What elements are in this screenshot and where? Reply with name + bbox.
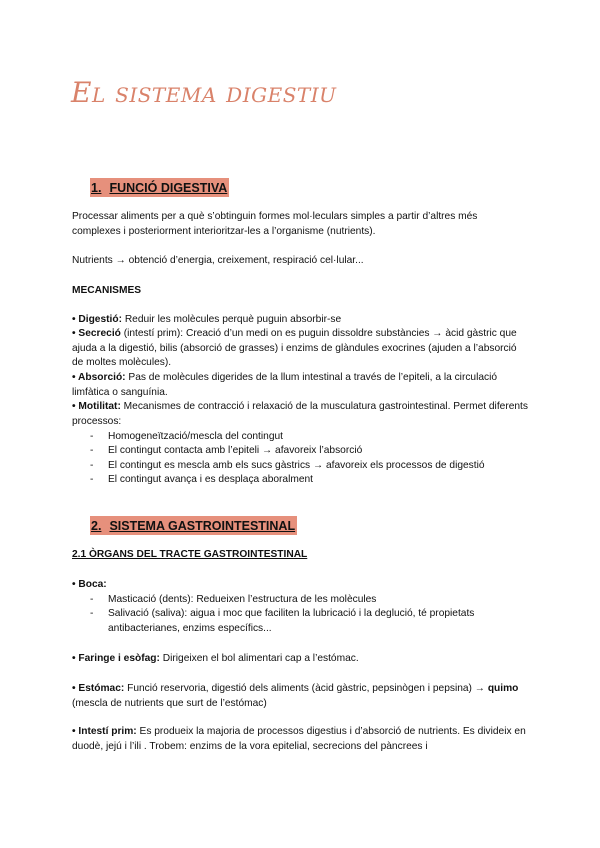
list-item-text: Masticació (dents): Redueixen l’estructura de les molècules	[108, 594, 377, 605]
mechanism-absorcio	[72, 371, 528, 400]
faringe-text: Dirigeixen el bol alimentari cap a l’estómac.	[159, 653, 359, 664]
intesti-paragraph	[72, 725, 528, 754]
secrecio-text: (intestí prim): Creació d’un medi on es puguin dissoldre substàncies → àcid gàstric que ajuda a la digestió, bilis (absorció de grasses) i enzims de glàndules exocrines (ajuden a l’absorció de moltes molècules).	[72, 328, 517, 369]
list-item-text: Salivació (saliva): aigua i moc que faciliten la lubricació i la deglució, té propietats antibacterianes, enzims específics...	[108, 608, 475, 634]
mechanism-digestio	[72, 313, 528, 328]
section-heading-funcio-digestiva	[90, 178, 229, 197]
intro-paragraph: Processar aliments per a què s’obtinguin formes mol·leculars simples a partir d’altres més complexes i posteriorment interioritzar-les a l’organisme (nutrients).	[72, 211, 478, 237]
quimo-label: quimo	[487, 683, 519, 694]
motilitat-text: Mecanismes de contracció i relaxació de la musculatura gastrointestinal. Permet diferents processos:	[72, 401, 528, 427]
list-dash: -	[90, 608, 94, 619]
secrecio-label: • Secreció	[72, 328, 121, 339]
section-number: 2.	[91, 519, 102, 533]
intesti-label: • Intestí prim:	[72, 726, 137, 737]
mechanism-motilitat	[72, 400, 528, 429]
quimo-text: (mescla de nutrients que surt de l’estómac)	[72, 697, 267, 709]
estomac-text: Funció reservoria, digestió dels aliments (àcid gàstric, pepsinògen i pepsina) →	[124, 683, 488, 694]
section-number: 1.	[91, 181, 102, 195]
digestio-text: Reduir les molècules perquè puguin absorbir-se	[121, 314, 342, 325]
faringe-label: • Faringe i esòfag:	[72, 653, 160, 664]
list-item-text: El contingut avança i es desplaça aboralment	[108, 474, 314, 485]
motilitat-label: • Motilitat:	[72, 401, 121, 412]
subsection-heading: 2.1 ÒRGANS DEL TRACTE GASTROINTESTINAL	[72, 549, 308, 560]
section-heading-text: FUNCIÓ DIGESTIVA	[109, 181, 228, 195]
section-heading-sistema-gastrointestinal	[90, 516, 297, 535]
document-title: El sistema digestiu	[71, 76, 337, 109]
estomac-label: • Estómac:	[72, 683, 125, 694]
list-dash: -	[90, 474, 94, 485]
faringe-paragraph	[72, 652, 528, 667]
mechanisms-heading: MECANISMES	[72, 285, 142, 296]
estomac-paragraph	[72, 682, 528, 711]
list-item-text: Homogeneïtzació/mescla del contingut	[108, 431, 283, 442]
list-dash: -	[90, 445, 94, 456]
list-item-text: El contingut contacta amb l’epiteli → afavoreix l’absorció	[108, 445, 363, 456]
list-dash: -	[90, 431, 94, 442]
mechanism-secrecio	[72, 327, 528, 371]
list-dash: -	[90, 460, 94, 471]
absorcio-label: • Absorció:	[72, 372, 126, 383]
absorcio-text: Pas de molècules digerides de la llum intestinal a través de l’epiteli, a la circulació limfàtica o sanguínia.	[72, 372, 498, 398]
nutrients-line: Nutrients → obtenció d’energia, creixement, respiració cel·lular...	[72, 255, 364, 266]
boca-label: • Boca:	[72, 579, 107, 590]
list-item-text: El contingut es mescla amb els sucs gàstrics → afavoreix els processos de digestió	[108, 460, 485, 471]
digestio-label: • Digestió:	[72, 314, 122, 325]
intesti-text: Es produeix la majoria de processos digestius i d’absorció de nutrients. Es divideix en duodè, jejú i l’ili . Trobem: enzims de la vora epitelial, secrecions del pàncrees i	[72, 726, 526, 752]
list-dash: -	[90, 594, 94, 605]
section-heading-text: SISTEMA GASTROINTESTINAL	[109, 519, 296, 533]
